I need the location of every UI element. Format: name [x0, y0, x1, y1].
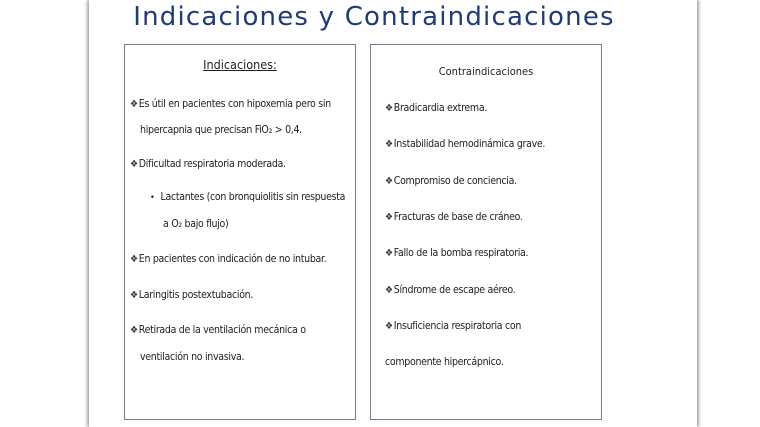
slide [89, 0, 697, 427]
indicacion-text: Es útil en pacientes con hipoxemia pero sin [138, 98, 331, 110]
indicaciones-heading: Indicaciones: [203, 57, 277, 72]
indicacion-item [130, 157, 286, 172]
diamond-bullet-icon: ❖ [385, 285, 393, 296]
indicacion-text: Dificultad respiratoria moderada. [138, 158, 286, 170]
contraindicaciones-heading: Contraindicaciones [438, 65, 534, 78]
slide-title: Indicaciones y Contraindicaciones [133, 2, 615, 32]
contraindicacion-item [385, 174, 517, 189]
diamond-bullet-icon: ❖ [130, 325, 138, 336]
indicacion-text: Retirada de la ventilación mecánica o [138, 324, 306, 336]
contraindicacion-item [385, 101, 487, 116]
indicacion-text: Lactantes (con bronquiolitis sin respuesta [160, 191, 346, 203]
indicacion-text: Laringitis postextubación. [138, 289, 254, 301]
contraindicacion-text: Fracturas de base de cráneo. [393, 211, 523, 223]
contraindicacion-text: Fallo de la bomba respiratoria. [393, 247, 529, 259]
diamond-bullet-icon: ❖ [385, 212, 393, 223]
diamond-bullet-icon: ❖ [130, 254, 138, 265]
diamond-bullet-icon: ❖ [385, 248, 393, 259]
dot-bullet-icon: • [150, 193, 155, 203]
indicacion-subitem [150, 190, 345, 205]
indicacion-item-continuation: hipercapnia que precisan FiO₂ > 0,4. [140, 124, 302, 136]
contraindicacion-item [385, 137, 545, 152]
contraindicacion-item [385, 246, 528, 261]
indicaciones-box [124, 44, 356, 420]
diamond-bullet-icon: ❖ [385, 139, 393, 150]
diamond-bullet-icon: ❖ [130, 290, 138, 301]
contraindicacion-item [385, 283, 515, 298]
contraindicacion-item [385, 319, 521, 334]
diamond-bullet-icon: ❖ [385, 103, 393, 114]
contraindicacion-text: Instabilidad hemodinámica grave. [393, 138, 546, 150]
indicacion-item [130, 97, 331, 112]
indicacion-item [130, 323, 306, 338]
contraindicacion-text: Bradicardia extrema. [393, 102, 488, 114]
contraindicaciones-box [370, 44, 602, 420]
indicacion-text: En pacientes con indicación de no intubar. [138, 253, 327, 265]
contraindicacion-text: Insuficiencia respiratoria con [393, 320, 522, 332]
indicacion-subitem-continuation: a O₂ bajo flujo) [163, 218, 229, 230]
diamond-bullet-icon: ❖ [385, 321, 393, 332]
indicacion-item [130, 252, 326, 267]
contraindicacion-text: Compromiso de conciencia. [393, 175, 517, 187]
indicacion-item-continuation: ventilación no invasiva. [140, 351, 245, 363]
diamond-bullet-icon: ❖ [385, 176, 393, 187]
contraindicacion-item-continuation: componente hipercápnico. [385, 356, 504, 368]
diamond-bullet-icon: ❖ [130, 159, 138, 170]
contraindicacion-text: Síndrome de escape aéreo. [393, 284, 516, 296]
diamond-bullet-icon: ❖ [130, 99, 138, 110]
contraindicacion-item [385, 210, 523, 225]
indicacion-item [130, 288, 253, 303]
